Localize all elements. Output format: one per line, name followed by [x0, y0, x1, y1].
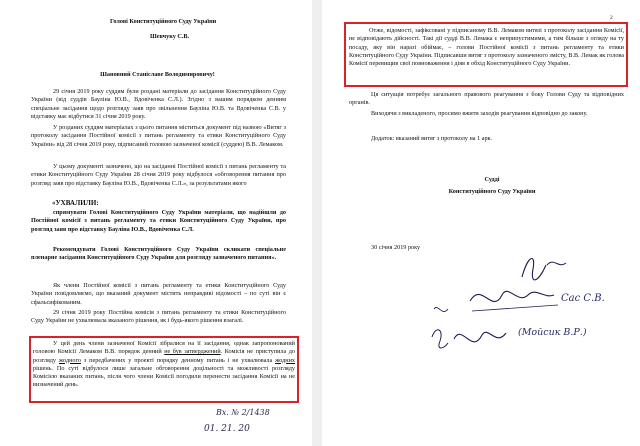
highlighted-paragraph: У цей день члени зазначеної Комісії зібралися на її засідання, однак запропонований головою Комісії Лемаком В.В. порядок денний не був затверджений. Комісія не приступила до розгляду жодного з передбачених у проекті порядку денному питань і не ухвалювала жодних рішень. По суті відбулося лише загальне обговорення доцільності та можливості розгляду Комісією вказаних питань, після чого члени Комісії погодили перенести засідання Комісії на не визначений день.	[33, 340, 295, 389]
addressee-line-1: Голові Конституційного Суду України	[110, 18, 217, 25]
salutation: Шановний Станіславе Володимировичу!	[100, 71, 215, 78]
decision-1: спрямувати Голові Конституційного Суду України матеріали, що надійшли до Постійної комісії з питань регламенту та етики Конституційного Суду України, про розгляд заяв про відставку Бауліна Ю.В., Вдовіченка С.Л.	[31, 209, 286, 233]
signatories-title: Судді	[484, 176, 500, 183]
paragraph-4: Як члени Постійної комісії з питань регламенту та етики Конституційного Суду України повідомляємо, що вказаний документ містить неправдиві відомості – по суті він є сфальсифікованим.	[31, 282, 286, 306]
decided-heading: «УХВАЛИЛИ:	[52, 199, 99, 207]
paragraph-1: 29 січня 2019 року суддям були роздані матеріали до засідання Конституційного Суду України (від суддів Бауліна Ю.В., Вдовіченка С.Л.). Згідно з вашим порядком денним спеціальне засідання щодо розгляду заяв про звільнення Бауліна Ю.В. та Вдовіченка С.В. у відставку має відбутися 31 січня 2019 року.	[31, 88, 286, 120]
letter-page-1	[0, 0, 312, 446]
handwritten-signatures	[322, 225, 640, 425]
highlighted-paragraph-right: Отже, відомості, зафіксовані у підписаному В.В. Лемаком витязі з протоколу засідання Комісії, не відповідають дійсності. Такі дії судді В.В. Лемака є неприпустимими, а тим більше з огляду на ту посаду, яку він наразі обіймає, – голови Постійної комісії з питань регламенту та етики Конституційного Суду України. Підписавши витяг з протоколу зазначеного змісту, В.В. Лемак як голова Комісії перевищив свої повноваження і діяв в обхід Конституційного Суду України.	[349, 27, 624, 68]
page-number: 2	[610, 15, 613, 21]
addressee-line-2: Шевчуку С.В.	[150, 33, 190, 40]
signature-moisyk: (Мойсик В.Р.)	[518, 327, 587, 338]
stamp-number: Вх. № 2/1438	[216, 408, 270, 417]
letter-date: 30 січня 2019 року	[371, 244, 421, 251]
letter-page-2	[322, 0, 640, 446]
paragraph-2: У розданих суддям матеріалах з цього питання міститься документ під назвою «Витяг з протоколу засідання Постійної комісії з питань регламенту та етики Конституційного Суду України» від 28 січня 2019 року, підписаний головою зазначеної комісії (суддею) В.В. Лемаком.	[31, 124, 286, 148]
attachment-note: Додаток: вказаний витяг з протоколу на 1 арк.	[371, 135, 493, 142]
stamp-date: 01. 21. 20	[204, 424, 250, 434]
decision-2: Рекомендувати Голові Конституційного Суду України скликати спеціальне пленарне засідання Конституційного Суду України для розгляду зазначеного питання».	[31, 246, 286, 262]
page-gutter	[312, 0, 322, 446]
registration-stamp	[178, 408, 288, 442]
paragraph-7: Виходячи з викладеного, просимо вжити заходів реагування відповідно до закону.	[371, 110, 588, 117]
signatories-court: Конституційного Суду України	[448, 188, 536, 195]
paragraph-6: Ця ситуація потребує загального правового реагування з боку Голови Суду та відповідних органів.	[349, 91, 624, 107]
paragraph-5: 29 січня 2019 року Постійна комісія з питань регламенту та етики Конституційного Суду України не ухвалювала вказаного рішення, як і будь-якого рішення взагалі.	[31, 309, 286, 325]
paragraph-3: У цьому документі зазначено, що на засіданні Постійної комісії з питань регламенту та етики Конституційного Суду України 28 січня 2019 року відбулося «обговорення питання про розгляд заяв про відставку Бауліна Ю.В., Вдовіченка С.Л.», за результатами якого	[31, 163, 286, 187]
signature-sas: Сас С.В.	[561, 293, 605, 304]
